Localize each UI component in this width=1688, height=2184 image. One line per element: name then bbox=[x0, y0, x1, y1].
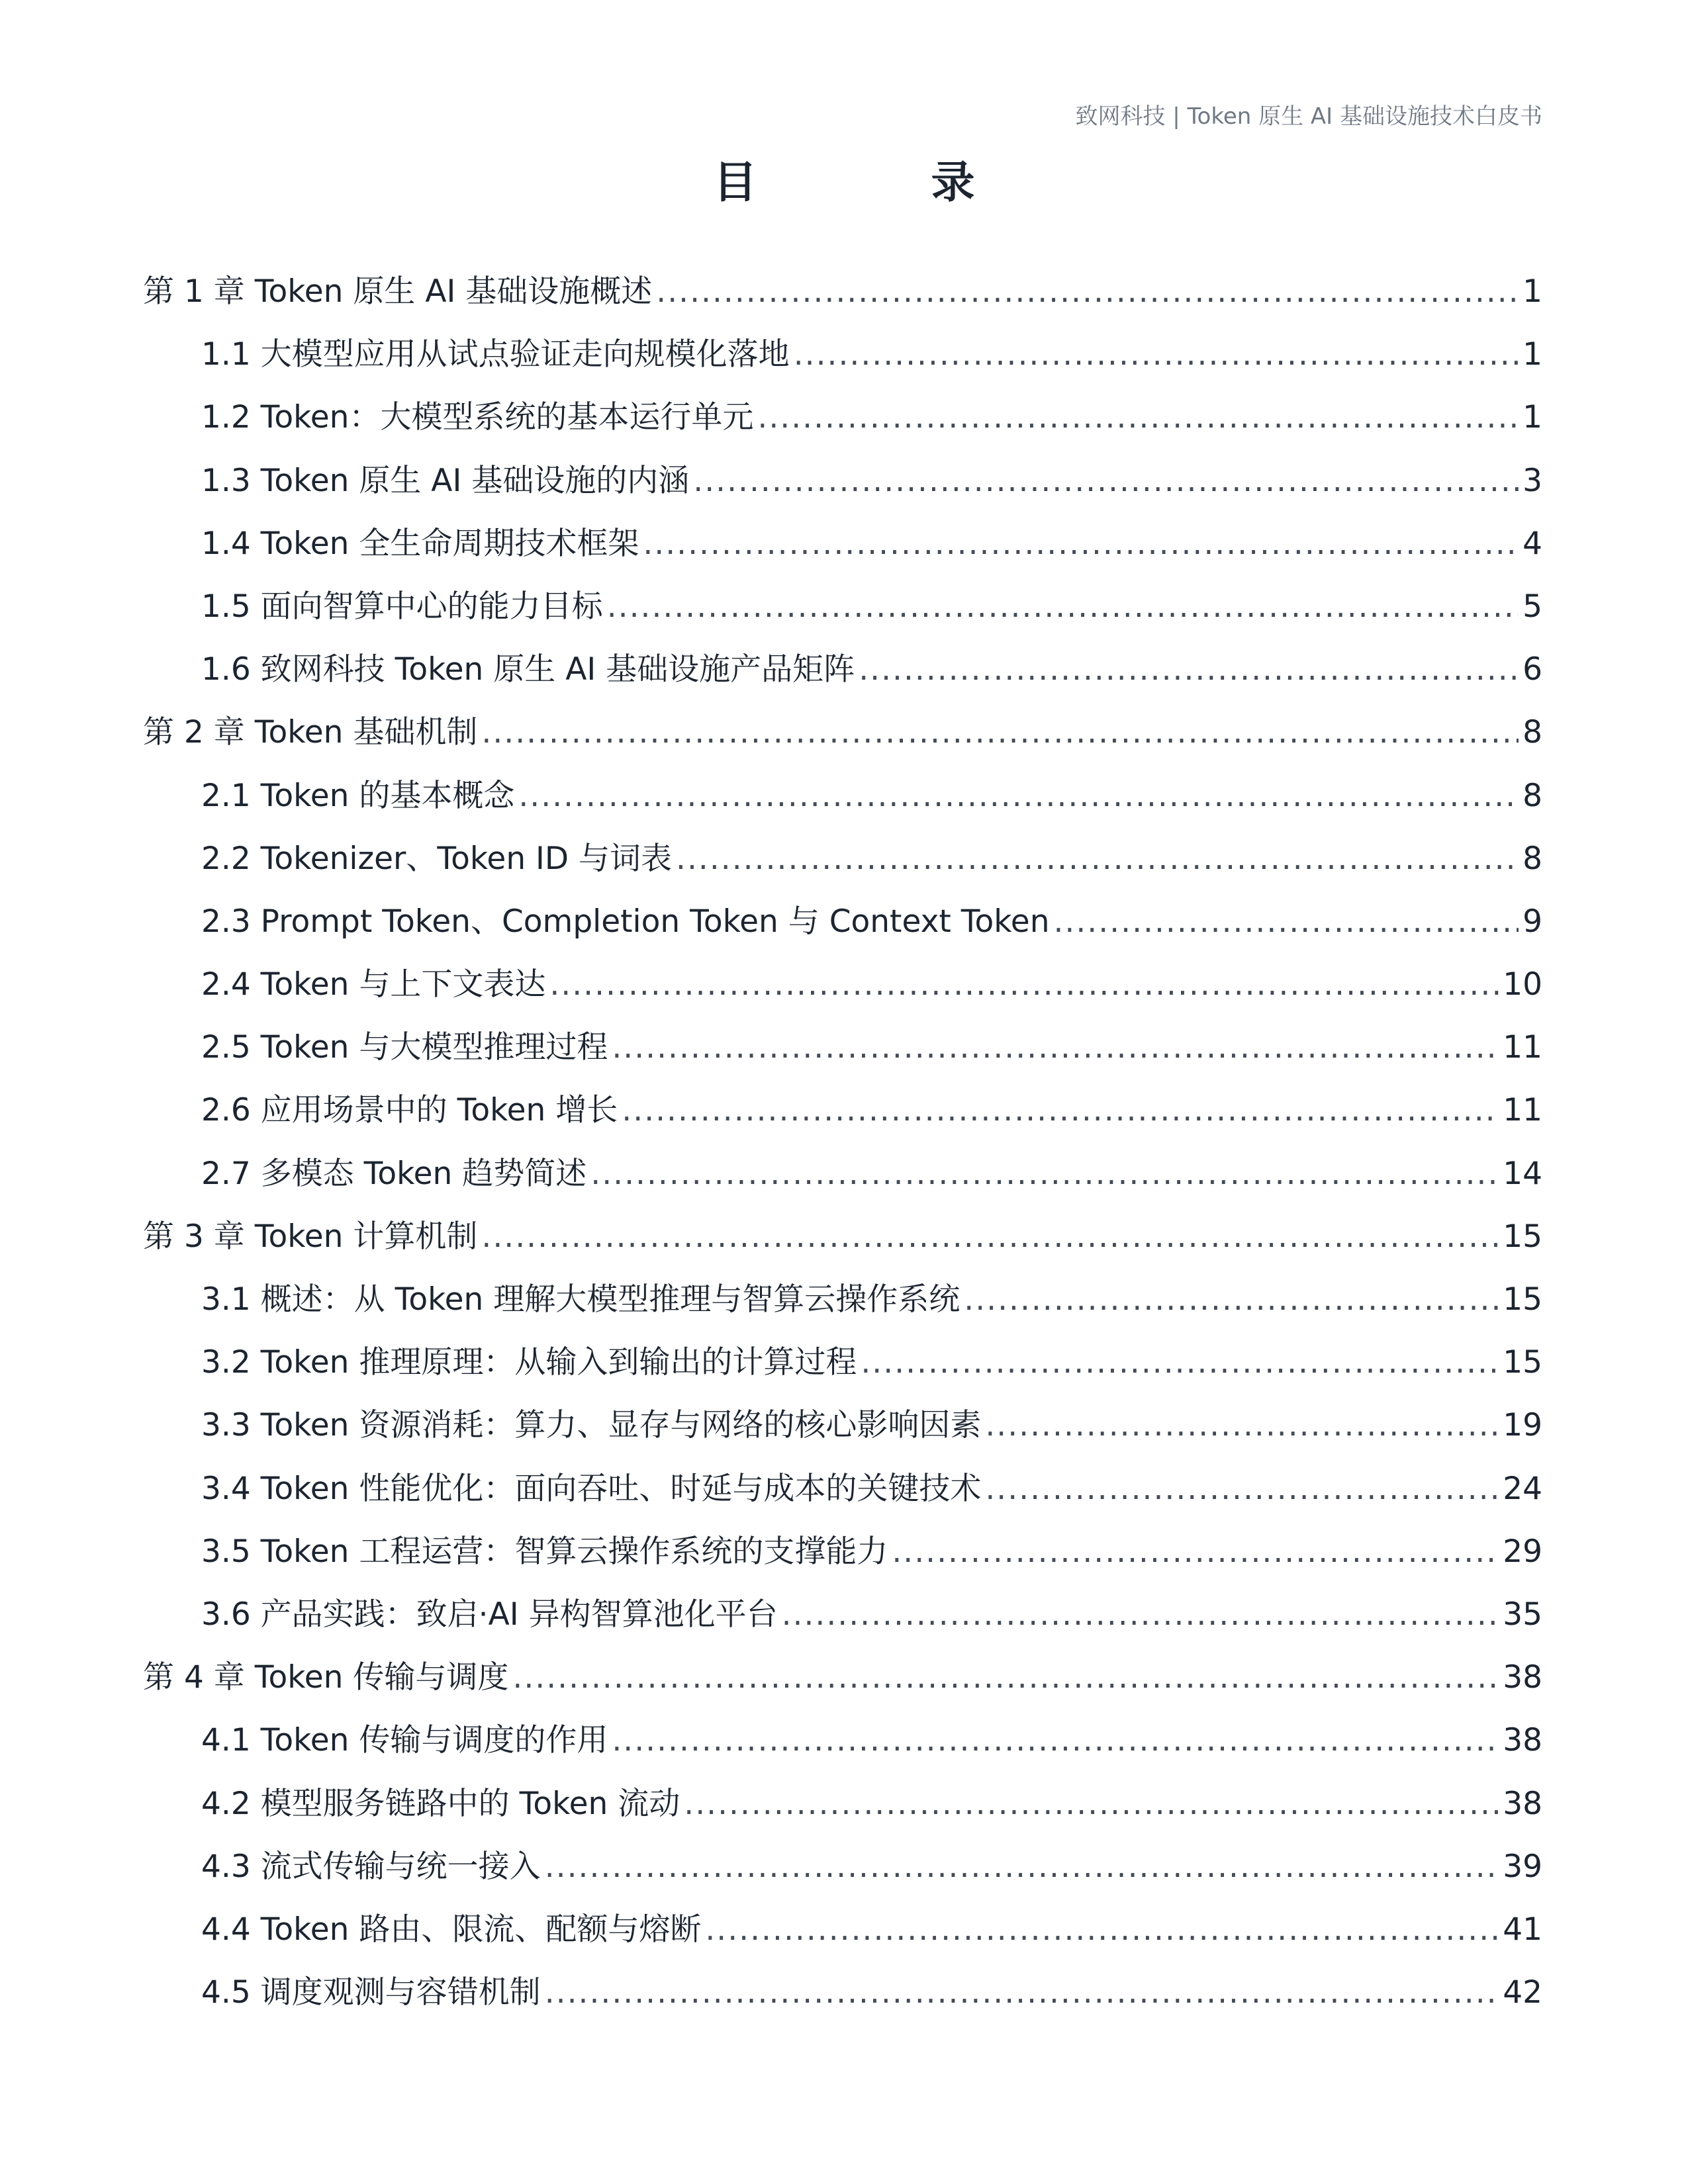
toc-dot-leader bbox=[705, 1911, 1499, 1948]
toc-dot-leader bbox=[1053, 903, 1519, 940]
toc-section-entry[interactable] bbox=[143, 456, 1542, 519]
toc-dot-leader bbox=[782, 1596, 1499, 1633]
toc-entry-label: 2.3 Prompt Token、Completion Token 与 Context Token bbox=[201, 903, 1050, 940]
toc-section-entry[interactable] bbox=[143, 582, 1542, 645]
toc-dot-leader bbox=[612, 1722, 1499, 1758]
toc-page-number: 39 bbox=[1503, 1848, 1542, 1885]
toc-page-number: 1 bbox=[1523, 399, 1542, 436]
toc-section-entry[interactable] bbox=[143, 897, 1542, 960]
toc-section-entry[interactable] bbox=[143, 1338, 1542, 1400]
toc-page-number: 9 bbox=[1523, 903, 1542, 940]
toc-section-entry[interactable] bbox=[143, 1590, 1542, 1653]
toc-dot-leader bbox=[481, 1218, 1499, 1255]
toc-dot-leader bbox=[545, 1974, 1499, 2011]
toc-entry-label: 2.2 Tokenizer、Token ID 与词表 bbox=[201, 840, 673, 877]
toc-page-number: 19 bbox=[1503, 1407, 1542, 1444]
toc-page-number: 15 bbox=[1503, 1281, 1542, 1318]
toc-dot-leader bbox=[622, 1092, 1499, 1128]
toc-dot-leader bbox=[861, 1344, 1499, 1381]
toc-page-number: 15 bbox=[1503, 1344, 1542, 1381]
toc-entry-label: 1.5 面向智算中心的能力目标 bbox=[201, 588, 603, 625]
toc-entry-label: 第 2 章 Token 基础机制 bbox=[143, 714, 478, 751]
toc-section-entry[interactable] bbox=[143, 645, 1542, 707]
toc-page-number: 41 bbox=[1503, 1911, 1542, 1948]
toc-chapter-entry[interactable] bbox=[143, 1653, 1542, 1715]
toc-dot-leader bbox=[643, 525, 1519, 562]
toc-page-number: 38 bbox=[1503, 1722, 1542, 1759]
toc-section-entry[interactable] bbox=[143, 1023, 1542, 1085]
toc-dot-leader bbox=[549, 966, 1499, 1003]
toc-page-number: 38 bbox=[1503, 1659, 1542, 1696]
toc-section-entry[interactable] bbox=[143, 771, 1542, 834]
table-of-contents bbox=[143, 267, 1542, 2030]
toc-page-number: 6 bbox=[1523, 651, 1542, 688]
toc-entry-label: 1.2 Token：大模型系统的基本运行单元 bbox=[201, 399, 754, 436]
toc-entry-label: 1.4 Token 全生命周期技术框架 bbox=[201, 525, 639, 562]
toc-entry-label: 3.4 Token 性能优化：面向吞吐、时延与成本的关键技术 bbox=[201, 1470, 982, 1507]
toc-page-number: 42 bbox=[1503, 1974, 1542, 2011]
running-header: 致网科技 | Token 原生 AI 基础设施技术白皮书 bbox=[1075, 103, 1542, 130]
toc-section-entry[interactable] bbox=[143, 1527, 1542, 1590]
toc-section-entry[interactable] bbox=[143, 834, 1542, 897]
toc-dot-leader bbox=[612, 1029, 1499, 1066]
toc-chapter-entry[interactable] bbox=[143, 1212, 1542, 1275]
toc-entry-label: 3.3 Token 资源消耗：算力、显存与网络的核心影响因素 bbox=[201, 1407, 982, 1444]
toc-page-number: 8 bbox=[1523, 840, 1542, 877]
toc-page-number: 11 bbox=[1503, 1029, 1542, 1066]
toc-dot-leader bbox=[757, 399, 1519, 435]
toc-entry-label: 2.7 多模态 Token 趋势简述 bbox=[201, 1155, 587, 1192]
toc-section-entry[interactable] bbox=[143, 1085, 1542, 1148]
toc-page-number: 24 bbox=[1503, 1470, 1542, 1507]
toc-entry-label: 1.3 Token 原生 AI 基础设施的内涵 bbox=[201, 462, 690, 499]
toc-section-entry[interactable] bbox=[143, 1779, 1542, 1842]
toc-entry-label: 3.6 产品实践：致启·AI 异构智算池化平台 bbox=[201, 1596, 778, 1633]
toc-section-entry[interactable] bbox=[143, 1275, 1542, 1338]
toc-dot-leader bbox=[607, 588, 1519, 625]
toc-dot-leader bbox=[794, 336, 1519, 373]
toc-dot-leader bbox=[676, 841, 1519, 877]
toc-dot-leader bbox=[481, 714, 1519, 751]
toc-page-number: 8 bbox=[1523, 714, 1542, 751]
toc-section-entry[interactable] bbox=[143, 1842, 1542, 1905]
toc-dot-leader bbox=[693, 463, 1519, 499]
page-title: 目 录 bbox=[713, 157, 1055, 208]
toc-entry-label: 4.2 模型服务链路中的 Token 流动 bbox=[201, 1785, 680, 1822]
toc-entry-label: 3.1 概述：从 Token 理解大模型推理与智算云操作系统 bbox=[201, 1281, 961, 1318]
toc-page-number: 8 bbox=[1523, 777, 1542, 814]
toc-page-number: 5 bbox=[1523, 588, 1542, 625]
toc-entry-label: 4.1 Token 传输与调度的作用 bbox=[201, 1722, 608, 1759]
toc-section-entry[interactable] bbox=[143, 392, 1542, 455]
toc-page-number: 11 bbox=[1503, 1092, 1542, 1129]
toc-chapter-entry[interactable] bbox=[143, 267, 1542, 330]
toc-page-number: 38 bbox=[1503, 1785, 1542, 1822]
toc-section-entry[interactable] bbox=[143, 330, 1542, 392]
toc-section-entry[interactable] bbox=[143, 1400, 1542, 1463]
toc-dot-leader bbox=[684, 1786, 1499, 1822]
toc-page-number: 3 bbox=[1523, 462, 1542, 499]
toc-section-entry[interactable] bbox=[143, 1905, 1542, 1968]
toc-entry-label: 3.2 Token 推理原理：从输入到输出的计算过程 bbox=[201, 1344, 857, 1381]
toc-section-entry[interactable] bbox=[143, 1715, 1542, 1778]
toc-section-entry[interactable] bbox=[143, 1968, 1542, 2030]
toc-dot-leader bbox=[656, 273, 1519, 310]
toc-dot-leader bbox=[985, 1407, 1499, 1443]
toc-page-number: 29 bbox=[1503, 1533, 1542, 1570]
toc-page-number: 1 bbox=[1523, 336, 1542, 373]
toc-section-entry[interactable] bbox=[143, 1149, 1542, 1212]
toc-page-number: 35 bbox=[1503, 1596, 1542, 1633]
toc-entry-label: 2.5 Token 与大模型推理过程 bbox=[201, 1029, 608, 1066]
toc-dot-leader bbox=[964, 1281, 1499, 1318]
toc-entry-label: 1.1 大模型应用从试点验证走向规模化落地 bbox=[201, 336, 790, 373]
toc-entry-label: 2.6 应用场景中的 Token 增长 bbox=[201, 1092, 618, 1129]
toc-page-number: 10 bbox=[1503, 966, 1542, 1003]
toc-section-entry[interactable] bbox=[143, 1464, 1542, 1527]
toc-dot-leader bbox=[859, 651, 1519, 688]
toc-entry-label: 4.3 流式传输与统一接入 bbox=[201, 1848, 541, 1885]
toc-entry-label: 4.4 Token 路由、限流、配额与熔断 bbox=[201, 1911, 702, 1948]
toc-entry-label: 1.6 致网科技 Token 原生 AI 基础设施产品矩阵 bbox=[201, 651, 855, 688]
toc-section-entry[interactable] bbox=[143, 519, 1542, 582]
toc-entry-label: 2.4 Token 与上下文表达 bbox=[201, 966, 546, 1003]
toc-dot-leader bbox=[518, 778, 1519, 814]
toc-page-number: 15 bbox=[1503, 1218, 1542, 1255]
toc-entry-label: 3.5 Token 工程运营：智算云操作系统的支撑能力 bbox=[201, 1533, 888, 1570]
toc-section-entry[interactable] bbox=[143, 960, 1542, 1023]
toc-page-number: 14 bbox=[1503, 1155, 1542, 1192]
toc-entry-label: 第 4 章 Token 传输与调度 bbox=[143, 1659, 509, 1696]
toc-entry-label: 4.5 调度观测与容错机制 bbox=[201, 1974, 541, 2011]
toc-page-number: 1 bbox=[1523, 273, 1542, 310]
toc-dot-leader bbox=[892, 1533, 1499, 1570]
toc-page-number: 4 bbox=[1523, 525, 1542, 562]
toc-dot-leader bbox=[545, 1848, 1499, 1885]
toc-entry-label: 第 3 章 Token 计算机制 bbox=[143, 1218, 478, 1255]
toc-dot-leader bbox=[985, 1471, 1499, 1507]
toc-dot-leader bbox=[512, 1659, 1499, 1696]
toc-dot-leader bbox=[590, 1156, 1499, 1192]
toc-entry-label: 2.1 Token 的基本概念 bbox=[201, 777, 515, 814]
toc-entry-label: 第 1 章 Token 原生 AI 基础设施概述 bbox=[143, 273, 653, 310]
toc-chapter-entry[interactable] bbox=[143, 707, 1542, 770]
